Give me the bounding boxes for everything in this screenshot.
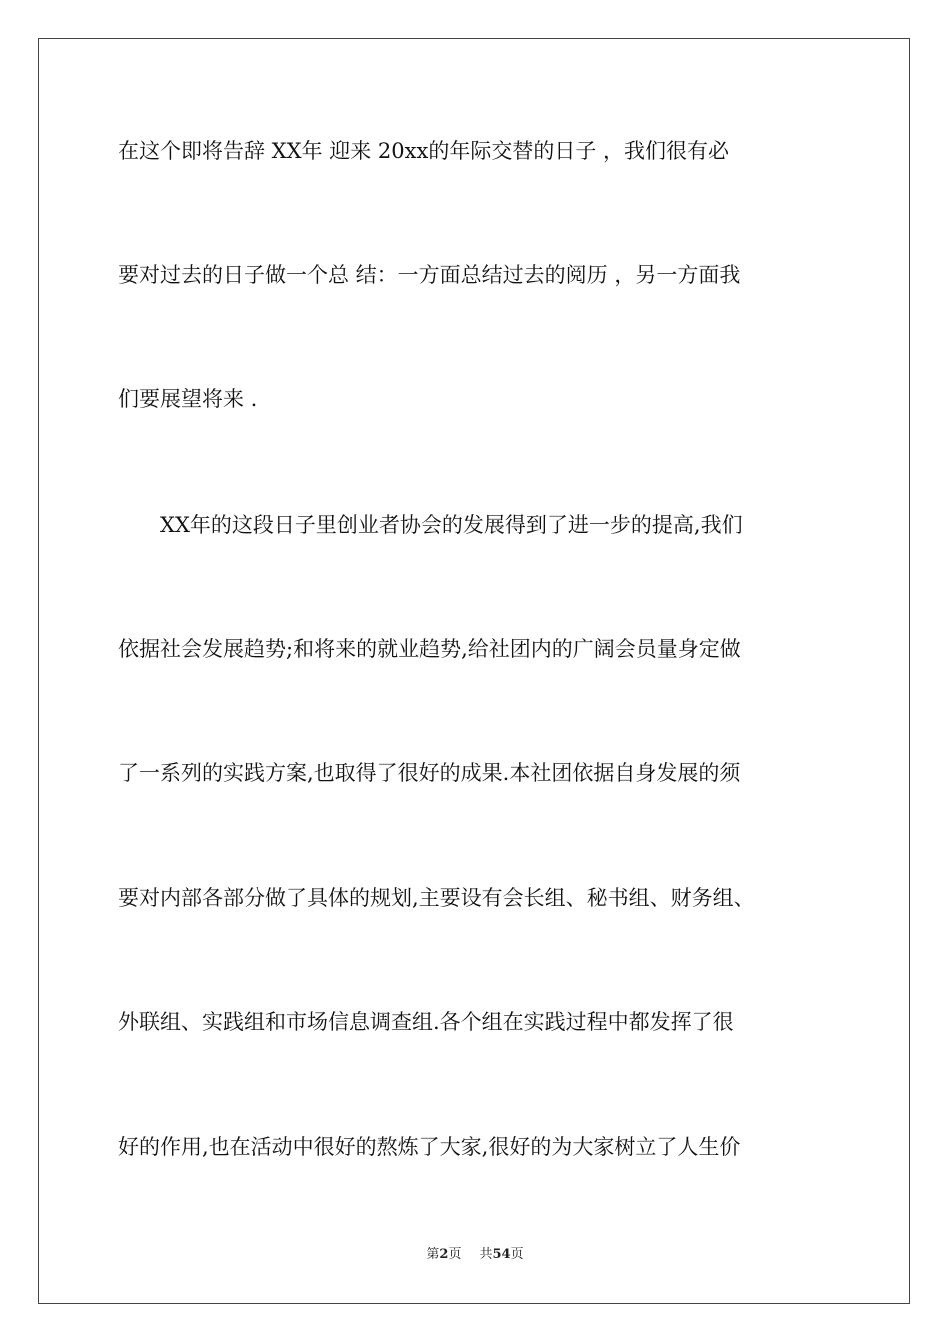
page-footer [0,1246,950,1264]
text-line: 要对过去的日子做一个总 结：一方面总结过去的阅历 ，另一方面我 [118,263,741,287]
text-line: XX年的这段日子里创业者协会的发展得到了进一步的提高,我们 [118,513,743,537]
footer-page-suffix: 页 [448,1247,462,1262]
text-line: 们要展望将来 . [118,387,258,411]
text-line: 外联组、实践组和市场信息调查组.各个组在实践过程中都发挥了很 [118,1010,734,1034]
page-border [38,38,910,1304]
footer-total-suffix: 页 [510,1247,524,1262]
footer-page-number: 2 [439,1247,449,1262]
footer-page-prefix: 第 [426,1247,440,1262]
text-line: 要对内部各部分做了具体的规划,主要设有会长组、秘书组、财务组、 [118,886,755,910]
text-line: 了一系列的实践方案,也取得了很好的成果.本社团依据自身发展的须 [118,761,741,785]
footer-total-prefix: 共 [479,1247,493,1262]
footer-total-pages: 54 [492,1247,511,1262]
text-line: 在这个即将告辞 XX年 迎来 20xx的年际交替的日子 ，我们很有必 [118,139,730,163]
text-line: 好的作用,也在活动中很好的熬炼了大家,很好的为大家树立了人生价 [118,1135,741,1159]
text-line: 依据社会发展趋势;和将来的就业趋势,给社团内的广阔会员量身定做 [118,637,741,661]
